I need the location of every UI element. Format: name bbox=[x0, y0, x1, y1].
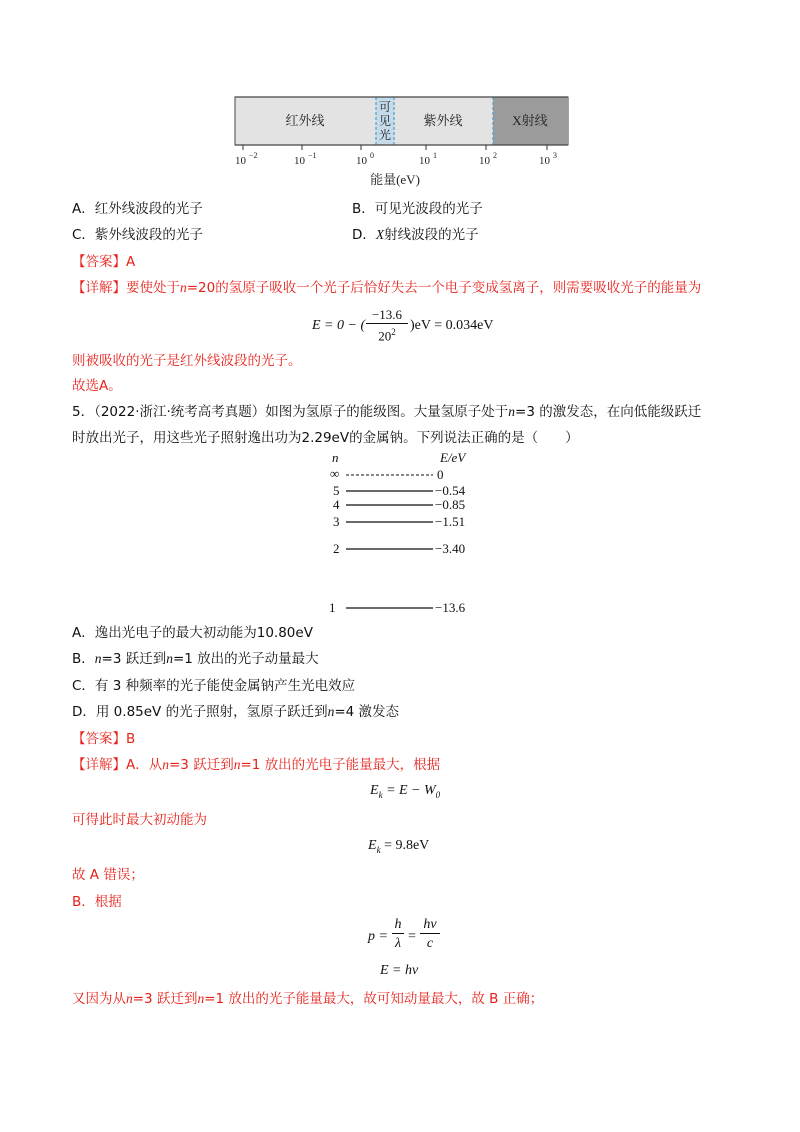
q4-option-a: A．红外线波段的光子 bbox=[72, 201, 203, 217]
tick-label: 10 bbox=[356, 155, 367, 167]
e-label: E/eV bbox=[440, 450, 466, 465]
axis-label: 能量(eV) bbox=[370, 172, 420, 187]
q5-option-c: C．有 3 种频率的光子能使金属钠产生光电效应 bbox=[72, 678, 356, 694]
q4-conclusion: 则被吸收的光子是红外线波段的光子。 bbox=[72, 353, 302, 369]
tick-label: 10 bbox=[419, 155, 430, 167]
level-n: 4 bbox=[333, 497, 340, 512]
svg-text:0: 0 bbox=[370, 151, 374, 160]
level-e: −1.51 bbox=[435, 514, 466, 529]
tick-label: 10 bbox=[479, 155, 490, 167]
band-ultraviolet: 紫外线 bbox=[423, 113, 463, 128]
q5-option-a: A．逸出光电子的最大初动能为10.80eV bbox=[72, 625, 313, 641]
tick-label: 10 bbox=[294, 155, 305, 167]
q5-text-a-wrong: 故 A 错误； bbox=[72, 867, 144, 883]
level-n: ∞ bbox=[330, 466, 340, 481]
tick-label: 10 bbox=[235, 155, 246, 167]
band-visible-1: 可 bbox=[378, 100, 392, 114]
svg-text:−1: −1 bbox=[308, 151, 317, 160]
q5-detail-a: 【详解】A．从n=3 跃迁到n=1 放出的光电子能量最大，根据 bbox=[72, 757, 441, 773]
level-e: −0.85 bbox=[435, 497, 466, 512]
q5-text-b-correct: 又因为从n=3 跃迁到n=1 放出的光子能量最大，故可知动量最大，故 B 正确； bbox=[72, 991, 544, 1007]
formula-ek-value: $E_k = 9.8eV$ bbox=[368, 838, 430, 855]
svg-text:1: 1 bbox=[433, 151, 437, 160]
q4-choose: 故选A。 bbox=[72, 378, 122, 394]
formula-e-hv: E = hν bbox=[380, 963, 419, 978]
level-e: −0.54 bbox=[435, 483, 466, 498]
level-n: 3 bbox=[333, 514, 340, 529]
q5-stem-line2: 时放出光子，用这些光子照射逸出功为2.29eV的金属钠。下列说法正确的是（ ） bbox=[72, 430, 579, 446]
n-label: n bbox=[332, 450, 339, 465]
band-xray: X射线 bbox=[512, 113, 548, 128]
level-e: −13.6 bbox=[435, 600, 466, 615]
band-infrared: 红外线 bbox=[285, 113, 325, 128]
q4-answer: 【答案】A bbox=[72, 254, 136, 270]
q4-detail: 【详解】要使处于n=20的氢原子吸收一个光子后恰好失去一个电子变成氢离子，则需要吸收光子的能量为 bbox=[72, 280, 702, 296]
formula-momentum: p = h λ = hν c bbox=[368, 916, 448, 960]
q5-stem-line1: 5．（2022·浙江·统考高考真题）如图为氢原子的能级图。大量氢原子处于n=3 的激发态，在向低能级跃迁 bbox=[72, 404, 702, 420]
q4-option-b: B．可见光波段的光子 bbox=[352, 201, 483, 217]
level-e: −3.40 bbox=[435, 541, 466, 556]
level-n: 2 bbox=[333, 541, 340, 556]
level-e: 0 bbox=[437, 467, 444, 482]
q5-text-b-basis: B．根据 bbox=[72, 894, 122, 910]
energy-level-diagram bbox=[320, 448, 490, 618]
spectrum-figure bbox=[225, 92, 585, 192]
q5-answer: 【答案】B bbox=[72, 731, 136, 747]
svg-text:3: 3 bbox=[553, 151, 557, 160]
q5-text-max-ek: 可得此时最大初动能为 bbox=[72, 812, 207, 828]
formula-ek: $E_k = E - W_0$ bbox=[370, 783, 441, 800]
q4-option-c: C．紫外线波段的光子 bbox=[72, 227, 203, 243]
svg-text:2: 2 bbox=[493, 151, 497, 160]
q5-option-d: D．用 0.85eV 的光子照射，氢原子跃迁到n=4 激发态 bbox=[72, 704, 400, 720]
level-n: 5 bbox=[333, 483, 340, 498]
q5-option-b: B．n=3 跃迁到n=1 放出的光子动量最大 bbox=[72, 651, 319, 667]
q4-option-d: D．X射线波段的光子 bbox=[352, 227, 479, 243]
band-visible-2: 见 bbox=[378, 114, 392, 128]
level-n: 1 bbox=[329, 600, 336, 615]
svg-text:−2: −2 bbox=[249, 151, 258, 160]
tick-label: 10 bbox=[539, 155, 550, 167]
band-visible-3: 光 bbox=[378, 128, 392, 142]
